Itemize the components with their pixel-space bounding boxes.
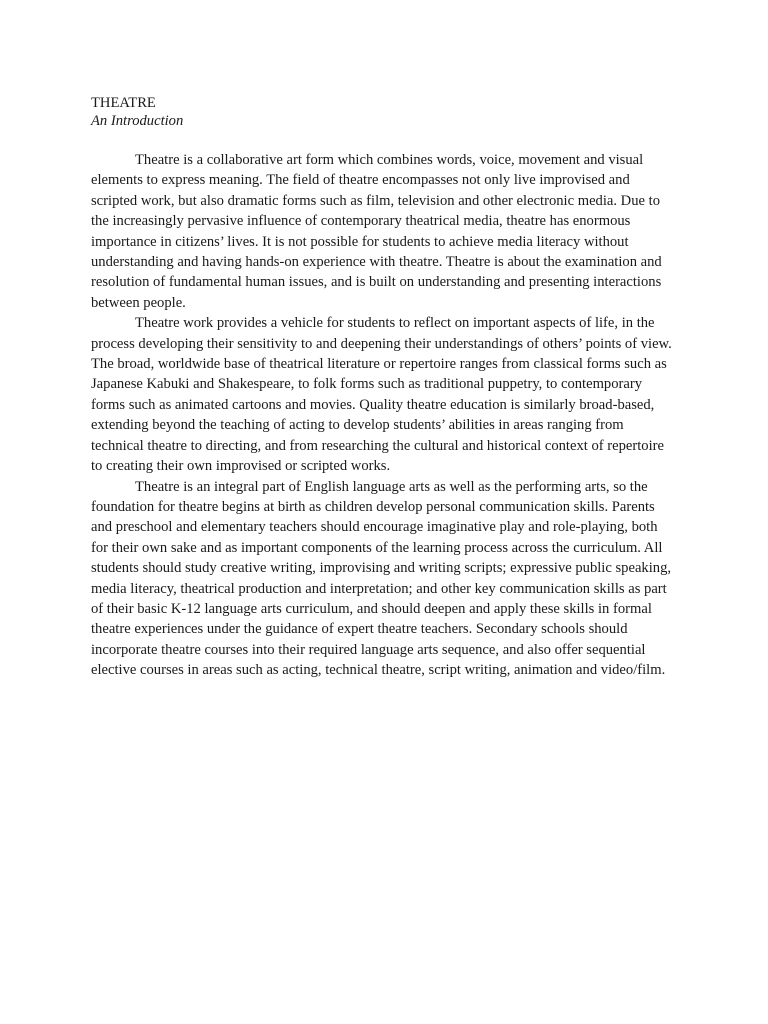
document-title: THEATRE	[91, 95, 156, 111]
paragraph: Theatre is an integral part of English language arts as well as the performing arts, so the foundation for theatre begins at birth as children develop personal communication skills. Parents and preschool and elementary teachers should encourage imaginative play and role-playing, both for their own sake and as important components of the learning process across the curriculum. All students should study creative writing, improvising and writing scripts; expressive public speaking, media literacy, theatrical production and interpretation; and other key communication skills as part of their basic K-12 language arts curriculum, and should deepen and apply these skills in formal theatre experiences under the guidance of expert theatre teachers. Secondary schools should incorporate theatre courses into their required language arts sequence, and also offer sequential elective courses in areas such as acting, technical theatre, script writing, animation and video/film.	[91, 478, 672, 679]
document-body	[91, 150, 677, 681]
document-content	[91, 94, 677, 681]
paragraph: Theatre work provides a vehicle for students to reflect on important aspects of life, in the process developing their sensitivity to and deepening their understandings of others’ points of view. The broad, worldwide base of theatrical literature or repertoire ranges from classical forms such as Japanese Kabuki and Shakespeare, to folk forms such as traditional puppetry, to contemporary forms such as animated cartoons and movies. Quality theatre education is similarly broad-based, extending beyond the teaching of acting to develop students’ abilities in areas ranging from technical theatre to directing, and from researching the cultural and historical context of repertoire to creating their own improvised or scripted works.	[91, 315, 672, 475]
document-subtitle: An Introduction	[91, 113, 184, 129]
paragraph: Theatre is a collaborative art form which combines words, voice, movement and visual elements to express meaning. The field of theatre encompasses not only live improvised and scripted work, but also dramatic forms such as film, television and other electronic media. Due to the increasingly pervasive influence of contemporary theatrical media, theatre has enormous importance in citizens’ lives. It is not possible for students to achieve media literacy without understanding and having hands-on experience with theatre. Theatre is about the examination and resolution of fundamental human issues, and is built on understanding and presenting interactions between people.	[91, 152, 662, 311]
